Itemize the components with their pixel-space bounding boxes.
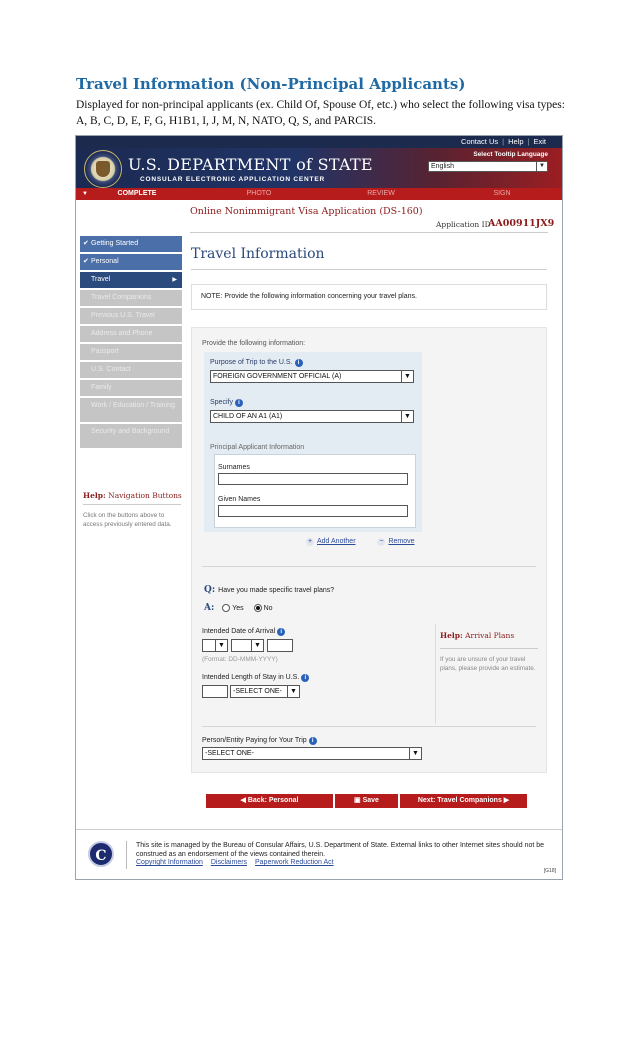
chevron-down-icon: ▼ bbox=[215, 640, 227, 651]
sidebar-item-family: Family bbox=[80, 380, 182, 396]
save-icon: ▣ bbox=[354, 797, 363, 804]
chevron-down-icon: ▼ bbox=[287, 686, 299, 697]
specify-label: Specify i bbox=[210, 399, 243, 407]
divider bbox=[126, 841, 127, 869]
page-code: [G18] bbox=[543, 868, 556, 874]
arrival-year-input[interactable] bbox=[267, 639, 293, 652]
add-icon[interactable]: + bbox=[307, 538, 313, 545]
given-names-input[interactable] bbox=[218, 505, 408, 517]
paperwork-reduction-link[interactable]: Paperwork Reduction Act bbox=[255, 859, 334, 866]
banner bbox=[76, 148, 562, 188]
disclaimers-link[interactable]: Disclaimers bbox=[210, 859, 248, 866]
document-description: Displayed for non-principal applicants (ex. Child Of, Spouse Of, etc.) who select the following visa types: A, B, C, D, E, F, G, H1B1, I, J, M, N, NATO, Q, S, and PARCIS. bbox=[76, 99, 565, 127]
sidebar-item-passport: Passport bbox=[80, 344, 182, 360]
department-name: U.S. DEPARTMENT of STATE bbox=[128, 155, 373, 174]
help-arrival-panel bbox=[440, 631, 540, 673]
consular-affairs-logo: C bbox=[88, 841, 114, 867]
surnames-input[interactable] bbox=[218, 473, 408, 485]
help-link[interactable]: Help bbox=[508, 137, 524, 146]
sidebar-item-us-contact: U.S. Contact bbox=[80, 362, 182, 378]
sidebar-item-work-education-training: Work / Education / Training bbox=[80, 398, 182, 422]
divider bbox=[190, 232, 548, 233]
add-another-link[interactable]: Add Another bbox=[317, 538, 356, 545]
question-row: Q: Have you made specific travel plans? bbox=[204, 585, 335, 595]
divider bbox=[191, 269, 547, 270]
arrival-date-label: Intended Date of Arrival i bbox=[202, 628, 285, 636]
check-icon: ✔ bbox=[83, 258, 89, 265]
divider bbox=[83, 504, 181, 505]
chevron-down-icon: ▼ bbox=[251, 640, 263, 651]
yes-label: Yes bbox=[232, 605, 244, 612]
info-icon[interactable]: i bbox=[295, 359, 303, 367]
principal-applicant-box bbox=[214, 454, 416, 528]
no-radio[interactable] bbox=[254, 604, 262, 612]
length-of-stay-input[interactable] bbox=[202, 685, 228, 698]
yes-radio[interactable] bbox=[222, 604, 230, 612]
document-title: Travel Information (Non-Principal Applicants) bbox=[76, 75, 466, 93]
chevron-right-icon: ▶ bbox=[172, 277, 177, 283]
answer-row: A: Yes No bbox=[204, 603, 273, 613]
footer-text: This site is managed by the Bureau of Consular Affairs, U.S. Department of State. External links to other Internet sites should not be construed as an endorsement of the views contained therein. bbox=[136, 842, 545, 858]
surnames-label: Surnames bbox=[218, 464, 250, 471]
step-sign: SIGN bbox=[493, 190, 511, 197]
utility-bar: Contact Us | Help | Exit bbox=[76, 136, 562, 148]
application-id-label: Application ID bbox=[436, 220, 491, 229]
tooltip-language-label: Select Tooltip Language bbox=[473, 151, 548, 158]
remove-icon[interactable]: − bbox=[379, 538, 384, 545]
chevron-down-icon: ▼ bbox=[401, 371, 413, 382]
divider bbox=[202, 726, 536, 727]
specify-select[interactable]: CHILD OF AN A1 (A1) ▼ bbox=[210, 410, 414, 423]
length-of-stay-unit-select[interactable]: -SELECT ONE- ▼ bbox=[230, 685, 300, 698]
sidebar-item-personal[interactable]: ✔ Personal bbox=[80, 254, 182, 270]
screenshot-frame bbox=[75, 135, 563, 880]
arrival-day-select[interactable] bbox=[202, 639, 228, 652]
chevron-down-icon: ▼ bbox=[536, 162, 547, 171]
step-complete: ▼ COMPLETE bbox=[76, 188, 198, 200]
form-title: Online Nonimmigrant Visa Application (DS-160) bbox=[190, 206, 423, 217]
help-arrival-title: Help: Arrival Plans bbox=[440, 631, 515, 640]
application-id: AA00911JX9 bbox=[488, 218, 555, 229]
ceac-subtitle: CONSULAR ELECTRONIC APPLICATION CENTER bbox=[140, 176, 325, 183]
travel-form-panel bbox=[191, 327, 547, 773]
info-icon[interactable]: i bbox=[235, 399, 243, 407]
payer-label: Person/Entity Paying for Your Trip i bbox=[202, 737, 317, 745]
help-arrival-text: If you are unsure of your travel plans, please provide an estimate. bbox=[440, 656, 536, 672]
page-title: Travel Information bbox=[191, 246, 325, 262]
save-button[interactable]: ▣ Save bbox=[335, 794, 399, 808]
info-icon[interactable]: i bbox=[309, 737, 317, 745]
arrival-month-select[interactable] bbox=[231, 639, 264, 652]
department-seal-icon bbox=[84, 150, 122, 188]
navigation-buttons bbox=[206, 794, 528, 808]
back-button[interactable]: ◀ Back: Personal bbox=[206, 794, 334, 808]
provide-label: Provide the following information: bbox=[202, 340, 306, 347]
info-icon[interactable]: i bbox=[301, 674, 309, 682]
step-photo: PHOTO bbox=[246, 190, 272, 197]
sidebar-item-travel-companions: Travel Companions bbox=[80, 290, 182, 306]
triangle-down-icon: ▼ bbox=[82, 191, 88, 197]
exit-link[interactable]: Exit bbox=[533, 137, 546, 146]
tooltip-language-select[interactable] bbox=[428, 161, 548, 172]
principal-applicant-label: Principal Applicant Information bbox=[210, 444, 305, 451]
help-navigation-title: Help: Navigation Buttons bbox=[83, 491, 182, 500]
divider bbox=[76, 829, 562, 830]
check-icon: ✔ bbox=[83, 240, 89, 247]
given-names-label: Given Names bbox=[218, 496, 261, 503]
sidebar-item-address-and-phone: Address and Phone bbox=[80, 326, 182, 342]
sidebar-item-previous-us-travel: Previous U.S. Travel bbox=[80, 308, 182, 324]
copyright-link[interactable]: Copyright Information bbox=[136, 859, 203, 866]
help-navigation-text: Click on the buttons above to access previously entered data. bbox=[83, 512, 172, 528]
chevron-down-icon: ▼ bbox=[401, 411, 413, 422]
chevron-left-icon: ◀ bbox=[240, 797, 248, 804]
language-value: English bbox=[431, 163, 454, 170]
info-icon[interactable]: i bbox=[277, 628, 285, 636]
progress-bar bbox=[76, 188, 562, 200]
step-review: REVIEW bbox=[367, 190, 395, 197]
chevron-right-icon: ▶ bbox=[501, 797, 510, 804]
sidebar-item-getting-started[interactable]: ✔ Getting Started bbox=[80, 236, 182, 252]
add-remove-row bbox=[306, 538, 415, 546]
note-box: NOTE: Provide the following information concerning your travel plans. bbox=[191, 284, 547, 310]
contact-us-link[interactable]: Contact Us bbox=[461, 137, 499, 146]
divider bbox=[435, 624, 436, 724]
sidebar-item-security-and-background: Security and Background bbox=[80, 424, 182, 448]
remove-link[interactable]: Remove bbox=[388, 538, 415, 545]
divider bbox=[202, 566, 536, 567]
footer-links bbox=[136, 859, 340, 866]
arrival-format-hint: (Format: DD-MMM-YYYY) bbox=[202, 656, 278, 663]
purpose-panel bbox=[204, 352, 422, 532]
payer-select[interactable]: -SELECT ONE- ▼ bbox=[202, 747, 422, 760]
length-of-stay-label: Intended Length of Stay in U.S. i bbox=[202, 674, 309, 682]
no-label: No bbox=[263, 605, 273, 612]
sidebar-item-travel[interactable]: Travel ▶ bbox=[80, 272, 182, 288]
chevron-down-icon: ▼ bbox=[409, 748, 421, 759]
purpose-select[interactable]: FOREIGN GOVERNMENT OFFICIAL (A) ▼ bbox=[210, 370, 414, 383]
next-button[interactable]: Next: Travel Companions ▶ bbox=[400, 794, 528, 808]
purpose-label: Purpose of Trip to the U.S. i bbox=[210, 359, 303, 367]
